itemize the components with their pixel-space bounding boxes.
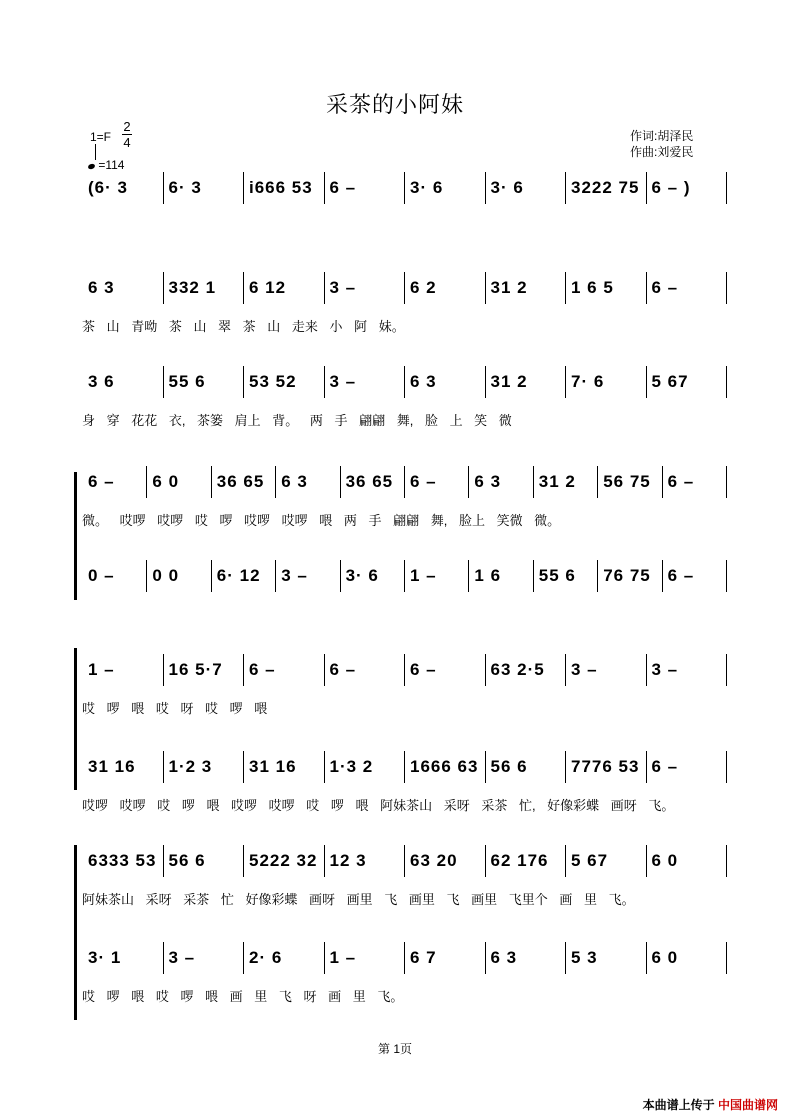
bar-line — [163, 942, 164, 974]
bar-line — [646, 751, 647, 783]
measure: 56 6 — [168, 851, 206, 870]
bar-line — [565, 366, 566, 398]
lyric-line: 茶 山 青呦 茶 山 翠 茶 山 走来 小 阿 妹。 — [82, 319, 405, 334]
bar-line — [243, 172, 244, 204]
bar-line — [726, 466, 727, 498]
bar-line — [565, 172, 566, 204]
measure: 55 6 — [168, 372, 206, 391]
bar-line — [565, 272, 566, 304]
measure: 3 – — [281, 566, 308, 585]
measure: 6333 53 — [88, 851, 157, 870]
measure: 6 2 — [410, 278, 437, 297]
bar-line — [726, 654, 727, 686]
bar-line — [275, 466, 276, 498]
credits — [630, 128, 693, 160]
system-bracket — [74, 472, 77, 600]
bar-line — [485, 751, 486, 783]
bar-line — [163, 751, 164, 783]
bar-line — [485, 172, 486, 204]
measure: 6 3 — [88, 278, 115, 297]
measure: 3· 6 — [345, 566, 379, 585]
bar-line — [404, 751, 405, 783]
bar-line — [646, 172, 647, 204]
measure: 36 65 — [216, 472, 265, 491]
song-title: 采茶的小阿妹 — [325, 93, 464, 118]
lyric-line: 微。 哎啰 哎啰 哎 啰 哎啰 哎啰 喂 两 手 翩翩 舞, 脸上 笑微 微。 — [82, 513, 561, 528]
measure: 31 16 — [88, 757, 136, 776]
measure: 3 – — [651, 660, 679, 679]
lyric-line: 阿妹茶山 采呀 采茶 忙 好像彩蝶 画呀 画里 飞 画里 飞 画里 飞里个 画 里 飞。 — [82, 892, 635, 907]
bar-line — [340, 466, 341, 498]
measure: 6 – — [88, 472, 115, 491]
measure: 5 67 — [571, 851, 609, 870]
lyric-line: 哎啰 哎啰 哎 啰 喂 哎啰 哎啰 哎 啰 喂 阿妹茶山 采呀 采茶 忙, 好像彩蝶 画呀 飞。 — [82, 798, 675, 813]
measure: 3 6 — [88, 372, 115, 391]
bar-line — [726, 560, 727, 592]
bar-line — [646, 272, 647, 304]
measure: 63 20 — [410, 851, 458, 870]
bar-line — [597, 560, 598, 592]
measure: 3222 75 — [571, 178, 640, 197]
measure: 6 – — [410, 472, 437, 491]
measure: 6· 12 — [216, 566, 261, 585]
bar-line — [404, 172, 405, 204]
lyricist: 作词:胡泽民 — [630, 129, 694, 143]
bar-line — [324, 845, 325, 877]
bar-line — [726, 366, 727, 398]
bar-line — [146, 560, 147, 592]
measure: 1666 63 — [410, 757, 479, 776]
measure: 6 0 — [651, 948, 679, 967]
measure: 6 7 — [410, 948, 437, 967]
bar-line — [662, 466, 663, 498]
bar-line — [340, 560, 341, 592]
site-logo: 中国曲谱网 — [717, 1098, 778, 1112]
measure: 1 – — [88, 660, 115, 679]
measure: 3· 6 — [490, 178, 524, 197]
measure: 6 12 — [249, 278, 287, 297]
measure: 1 – — [410, 566, 437, 585]
bar-line — [662, 560, 663, 592]
bar-line — [726, 272, 727, 304]
measure: 3 – — [571, 660, 598, 679]
measure: 3· 6 — [410, 178, 444, 197]
bar-line — [485, 654, 486, 686]
key-signature: 1=F — [90, 130, 112, 144]
measure: 6 3 — [281, 472, 308, 491]
page-number: 第 1页 — [377, 1042, 412, 1056]
measure: 1·2 3 — [168, 757, 213, 776]
bar-line — [726, 845, 727, 877]
measure: 6 – — [249, 660, 276, 679]
bar-line — [243, 366, 244, 398]
bar-line — [565, 751, 566, 783]
bar-line — [565, 654, 566, 686]
bar-line — [597, 466, 598, 498]
bar-line — [243, 272, 244, 304]
measure: 2· 6 — [249, 948, 283, 967]
measure: 31 2 — [490, 372, 528, 391]
bar-line — [468, 466, 469, 498]
measure: 5 3 — [571, 948, 598, 967]
measure: 6 3 — [410, 372, 437, 391]
bar-line — [275, 560, 276, 592]
bar-line — [324, 366, 325, 398]
measure: 1 6 5 — [571, 278, 614, 297]
measure: 76 75 — [603, 566, 651, 585]
time-signature: 2 4 — [123, 119, 131, 150]
measure: 12 3 — [329, 851, 367, 870]
bar-line — [726, 942, 727, 974]
bar-line — [485, 272, 486, 304]
bar-line — [404, 845, 405, 877]
measure: 36 65 — [345, 472, 394, 491]
bar-line — [243, 942, 244, 974]
upload-credit: 本曲谱上传于 中国曲谱网 — [642, 1098, 778, 1112]
bar-line — [163, 366, 164, 398]
measure: 3· 1 — [88, 948, 122, 967]
composer: 作曲:刘爱民 — [630, 145, 694, 159]
lyric-line: 哎 啰 喂 哎 啰 喂 画 里 飞 呀 画 里 飞。 — [82, 989, 404, 1004]
bar-line — [404, 466, 405, 498]
measure: 6 – — [667, 472, 695, 491]
measure: 3 – — [168, 948, 196, 967]
bar-line — [243, 654, 244, 686]
measure: 56 6 — [490, 757, 528, 776]
measure: 1 6 — [474, 566, 502, 585]
bar-line — [646, 366, 647, 398]
measure: 6 – — [667, 566, 695, 585]
bar-line — [646, 845, 647, 877]
bar-line — [324, 942, 325, 974]
quarter-note-icon — [87, 163, 95, 170]
bar-line — [163, 654, 164, 686]
bar-line — [726, 751, 727, 783]
tempo-marking: =114 — [88, 158, 124, 172]
bar-line — [485, 845, 486, 877]
bar-line — [404, 366, 405, 398]
bar-line — [324, 751, 325, 783]
bar-line — [163, 272, 164, 304]
system-bracket — [74, 648, 77, 790]
bar-line — [404, 272, 405, 304]
measure: 6 0 — [152, 472, 180, 491]
measure: 53 52 — [249, 372, 297, 391]
bar-line — [485, 366, 486, 398]
bar-line — [243, 751, 244, 783]
measure: 6 0 — [651, 851, 679, 870]
bar-line — [211, 466, 212, 498]
bar-line — [468, 560, 469, 592]
measure: 332 1 — [168, 278, 217, 297]
measure: 31 16 — [249, 757, 297, 776]
measure: 6 – ) — [651, 178, 691, 197]
bar-line — [324, 272, 325, 304]
measure: 6 – — [410, 660, 437, 679]
bar-line — [533, 466, 534, 498]
bar-line — [533, 560, 534, 592]
measure: 6 3 — [490, 948, 518, 967]
measure: 7· 6 — [571, 372, 605, 391]
measure: 3 – — [329, 278, 357, 297]
bar-line — [565, 942, 566, 974]
measure: (6· 3 — [88, 178, 128, 197]
measure: 3 – — [329, 372, 357, 391]
bar-line — [404, 942, 405, 974]
measure: 63 2·5 — [490, 660, 545, 679]
measure: 1 – — [329, 948, 357, 967]
lyric-line: 身 穿 花花 衣, 茶篓 肩上 背。 两 手 翩翩 舞, 脸 上 笑 微 — [82, 413, 512, 428]
measure: i666 53 — [249, 178, 313, 197]
bar-line — [163, 845, 164, 877]
measure: 55 6 — [538, 566, 576, 585]
measure: 31 2 — [538, 472, 576, 491]
bar-line — [324, 654, 325, 686]
measure: 62 176 — [490, 851, 549, 870]
bar-line — [646, 654, 647, 686]
system-bracket — [74, 845, 77, 1020]
bar-line — [211, 560, 212, 592]
measure: 0 – — [88, 566, 115, 585]
bar-line — [404, 560, 405, 592]
bar-line — [146, 466, 147, 498]
bar-line — [163, 172, 164, 204]
measure: 16 5·7 — [168, 660, 223, 679]
measure: 6 3 — [474, 472, 502, 491]
bar-line — [646, 942, 647, 974]
measure: 56 75 — [603, 472, 651, 491]
bar-line — [485, 942, 486, 974]
measure: 5 67 — [651, 372, 689, 391]
measure: 31 2 — [490, 278, 528, 297]
bar-line — [243, 845, 244, 877]
measure: 6 – — [329, 660, 357, 679]
lyric-line: 哎 啰 喂 哎 呀 哎 啰 喂 — [82, 701, 268, 716]
measure: 0 0 — [152, 566, 180, 585]
bar-line — [404, 654, 405, 686]
measure: 6 – — [651, 757, 679, 776]
bar-line — [565, 845, 566, 877]
measure: 7776 53 — [571, 757, 640, 776]
measure: 5222 32 — [249, 851, 318, 870]
measure: 6 – — [651, 278, 679, 297]
bar-line — [726, 172, 727, 204]
measure: 6 – — [329, 178, 357, 197]
measure: 6· 3 — [168, 178, 202, 197]
measure: 1·3 2 — [329, 757, 374, 776]
bar-line — [324, 172, 325, 204]
